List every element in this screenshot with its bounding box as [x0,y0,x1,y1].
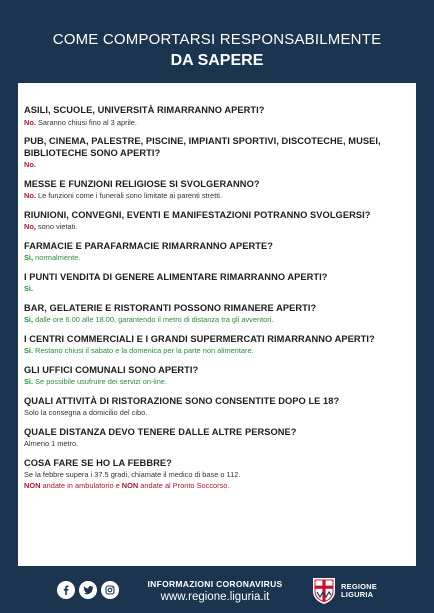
faq-question: QUALI ATTIVITÀ DI RISTORAZIONE SONO CONSENTITE DOPO LE 18? [24,395,340,406]
answer-text: Almeno 1 metro. [24,439,79,448]
facebook-icon[interactable] [57,581,75,599]
answer-text: Restano chiusi il sabato e la domenica per la parte non alimentare. [33,346,254,355]
faq-answer [24,253,410,264]
answer-verdict: No, [24,222,36,231]
header [0,30,434,71]
instagram-icon[interactable] [101,581,119,599]
faq-item [24,365,410,388]
region-name: REGIONE LIGURIA [341,581,377,599]
answer-text: andate in ambulatorio e [40,480,122,490]
info-title: INFORMAZIONI CORONAVIRUS [147,579,283,589]
page-subtitle: DA SAPERE [170,52,264,69]
answer-verdict: No. [24,160,36,169]
footer-info [140,579,290,604]
answer-text: normalmente. [33,253,81,262]
faq-answer [24,470,410,491]
answer-text: Solo la consegna a domicilio del cibo. [24,408,148,417]
answer-emphasis: NON [24,480,41,490]
region-logo [312,577,377,605]
answer-text: Se la febbre supera i 37.5 gradi, chiamate il medico di base o 112. [24,470,241,479]
footer [0,575,434,613]
faq-item [24,427,410,450]
twitter-icon[interactable] [79,581,97,599]
faq-answer [24,439,410,450]
faq-question: BAR, GELATERIE E RISTORANTI POSSONO RIMANERE APERTI? [24,302,317,313]
answer-verdict: Sì. [24,346,34,355]
faq-question: ASILI, SCUOLE, UNIVERSITÀ RIMARRANNO APERTI? [24,105,265,115]
faq-item [24,458,410,492]
faq-question: COSA FARE SE HO LA FEBBRE? [24,457,172,468]
page-title: COME COMPORTARSI RESPONSABILMENTE [52,31,382,48]
answer-verdict: Sì, [24,253,34,262]
answer-text: dalle ore 6.00 alle 18.00, garantendo il metro di distanza tra gli avventori. [33,315,274,324]
answer-text: Se possibile usufruire dei servizi on-line. [33,377,167,386]
faq-question: FARMACIE E PARAFARMACIE RIMARRANNO APERTE? [24,240,273,251]
region-shield-icon [312,577,336,605]
faq-question: I CENTRI COMMERCIALI E I GRANDI SUPERMERCATI RIMARRANNO APERTI? [24,333,375,344]
faq-answer [24,346,410,357]
faq-question: GLI UFFICI COMUNALI SONO APERTI? [24,364,199,375]
answer-text: Saranno chiusi fino al 3 aprile. [35,117,137,127]
faq-answer [24,377,410,388]
answer-verdict: Sì, [24,315,34,324]
faq-question: RIUNIONI, CONVEGNI, EVENTI E MANIFESTAZIONI POTRANNO SVOLGERSI? [24,209,371,220]
faq-question: I PUNTI VENDITA DI GENERE ALIMENTARE RIMARRANNO APERTI? [24,271,328,282]
faq-item [24,179,410,202]
faq-answer [24,160,410,171]
answer-verdict: No. [24,117,36,127]
faq-list [24,105,410,499]
faq-answer [24,118,410,129]
answer-verdict: Sì. [24,377,34,386]
faq-answer [24,315,410,326]
faq-answer [24,408,410,419]
faq-item [24,105,410,128]
website-link[interactable]: www.regione.liguria.it [160,591,270,603]
answer-text: sono vietati. [35,222,78,231]
faq-question: QUALE DISTANZA DEVO TENERE DALLE ALTRE PERSONE? [24,426,297,437]
faq-item [24,303,410,326]
answer-verdict: No. [24,191,36,200]
answer-warning [24,481,410,492]
answer-emphasis: NON [121,480,139,490]
faq-question: MESSE E FUNZIONI RELIGIOSE SI SVOLGERANNO? [24,178,260,189]
faq-answer [24,222,410,233]
faq-item [24,136,410,171]
answer-text: Le funzioni come i funerali sono limitate ai parenti stretti. [35,191,222,200]
faq-item [24,396,410,419]
faq-answer [24,191,410,202]
faq-item [24,334,410,357]
answer-verdict: Sì. [24,284,34,293]
faq-item [24,241,410,264]
faq-card [18,83,416,566]
answer-text: andate al Pronto Soccorso. [138,480,230,490]
faq-answer [24,284,410,295]
faq-question: PUB, CINEMA, PALESTRE, PISCINE, IMPIANTI SPORTIVI, DISCOTECHE, MUSEI, BIBLIOTECHE SONO APERTI? [24,136,381,158]
social-links [57,581,119,599]
faq-item [24,272,410,295]
faq-item [24,210,410,233]
